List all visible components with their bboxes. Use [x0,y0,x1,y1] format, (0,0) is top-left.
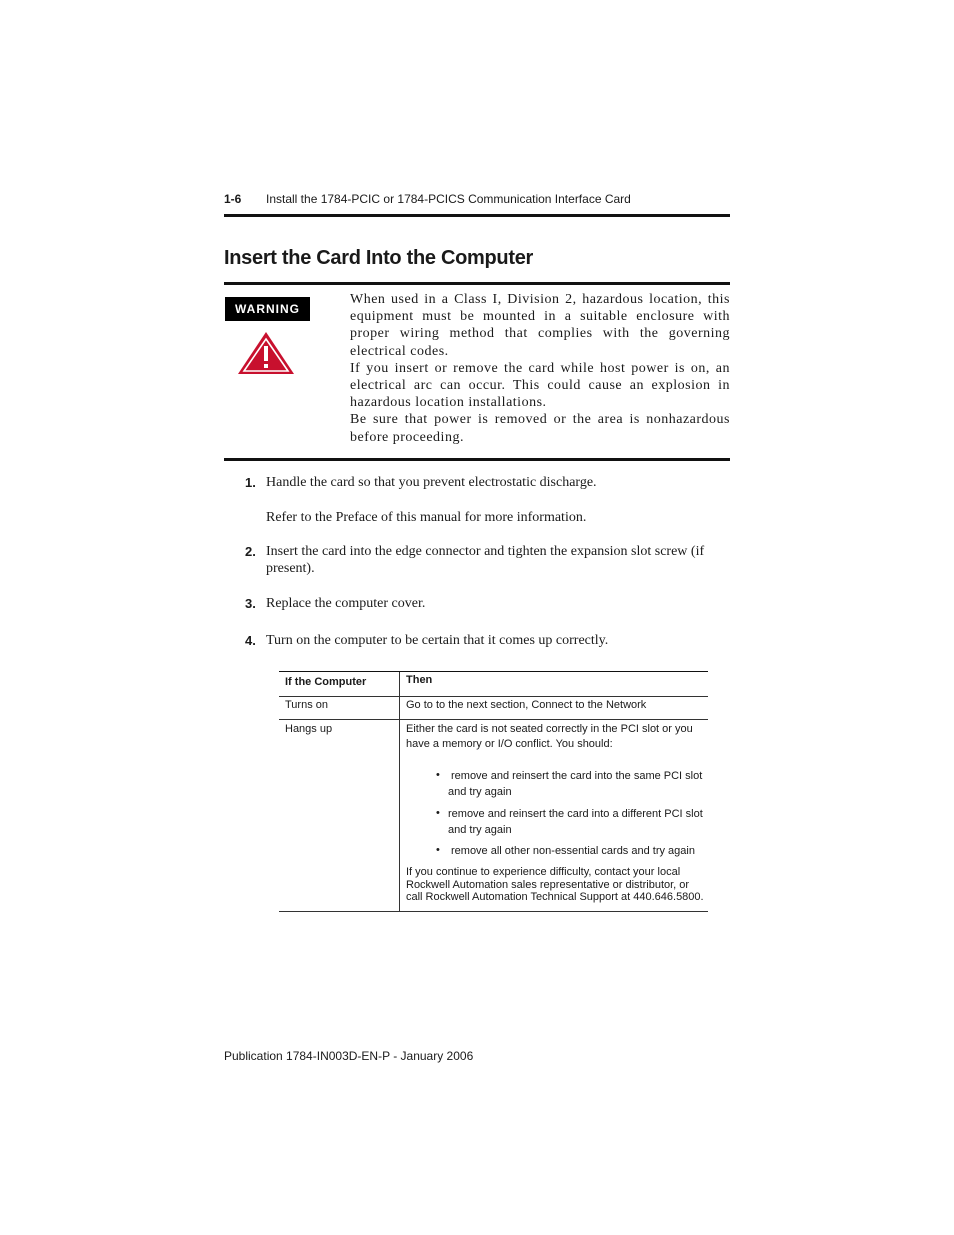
warning-paragraph: Be sure that power is removed or the area is nonhazardous before proceeding. [350,412,730,445]
table-header: Then [406,674,433,686]
footer-publication: Publication 1784-IN003D-EN-P - January 2006 [224,1049,474,1063]
table-row [279,697,708,719]
warning-badge: WARNING [225,297,310,321]
step-2 [245,543,730,577]
step-number: 4. [245,633,256,648]
step-number: 1. [245,475,256,490]
table-cell: Turns on [285,699,329,711]
bullet-icon: • [436,807,440,819]
troubleshooting-table [279,671,708,912]
table-cell: Hangs up [285,723,333,735]
step-1-note: Refer to the Preface of this manual for more information. [266,510,587,525]
table-cell: Go to to the next section, Connect to the Network [406,699,647,711]
step-3 [245,595,730,612]
warning-paragraph: When used in a Class I, Division 2, hazardous location, this equipment must be mounted in a suitable enclosure with proper wiring method that complies with the governing electrical codes. [350,292,730,359]
step-text: Insert the card into the edge connector and tighten the expansion slot screw (if present). [266,544,705,576]
table-row [279,719,708,911]
warning-paragraph: If you insert or remove the card while host power is on, an electrical arc can occur. This could cause an explosion in hazardous location installations. [350,360,730,411]
table-header: If the Computer [285,676,367,688]
page-number: 1-6 [224,192,242,206]
step-text: Turn on the computer to be certain that it comes up correctly. [266,633,609,648]
step-number: 3. [245,596,256,611]
warning-text [350,291,730,446]
table-cell: If you continue to experience difficulty, contact your local Rockwell Automation sales representative or distributor, or call Rockwell Automation Technical Support at 440.646.5800. [406,866,704,903]
step-4 [245,632,730,649]
warning-triangle-icon [237,331,295,375]
table-header-row [279,671,708,697]
section-title: Insert the Card Into the Computer [224,247,534,269]
table-bottom-rule [279,911,708,912]
list-item: remove all other non-essential cards and try again [451,845,695,857]
section-rule [224,282,730,285]
running-header [224,192,730,212]
list-item: remove and reinsert the card into a different PCI slot and try again [448,808,703,836]
warning-rule [224,458,730,461]
header-title: Install the 1784-PCIC or 1784-PCICS Communication Interface Card [266,192,631,206]
step-text: Handle the card so that you prevent electrostatic discharge. [266,475,597,490]
table-cell: Either the card is not seated correctly in the PCI slot or you have a memory or I/O conflict. You should: [406,723,693,750]
step-number: 2. [245,544,256,559]
bullet-icon: • [436,769,440,781]
step-text: Replace the computer cover. [266,596,426,611]
step-1 [245,474,730,491]
bullet-icon: • [436,844,440,856]
header-rule [224,214,730,217]
list-item: remove and reinsert the card into the same PCI slot and try again [448,770,703,798]
